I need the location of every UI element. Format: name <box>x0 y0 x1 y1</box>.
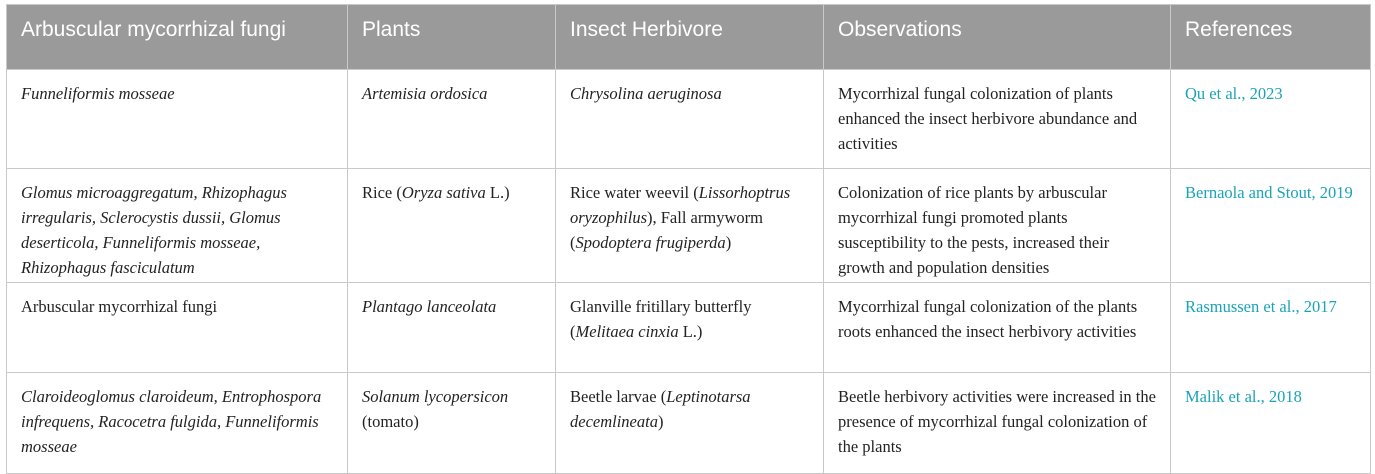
cell-fungi <box>7 169 348 283</box>
herbivore-name: Spodoptera frugiperda <box>575 233 726 252</box>
plant-name: Solanum lycopersicon <box>362 387 509 406</box>
mycorrhizal-herbivore-table <box>6 4 1371 474</box>
herbivore-text: ) <box>725 233 732 252</box>
cell-reference <box>1171 169 1371 283</box>
cell-reference <box>1171 373 1371 474</box>
fungi-name: Glomus microaggregatum, Rhizophagus irregularis, Sclerocystis dussii, Glomus deserticola, Funneliformis mosseae, Rhizophagus fasciculatum <box>21 183 287 277</box>
cell-fungi <box>7 70 348 169</box>
reference-link[interactable]: Rasmussen et al., 2017 <box>1185 297 1337 316</box>
cell-observation: Mycorrhizal fungal colonization of the plants roots enhanced the insect herbivory activities <box>824 283 1171 373</box>
header-fungi: Arbuscular mycorrhizal fungi <box>7 5 348 70</box>
herbivore-name: Melitaea cinxia <box>575 322 679 341</box>
table-row <box>7 70 1371 169</box>
plant-text: Rice ( <box>362 183 402 202</box>
cell-herbivore <box>556 283 824 373</box>
header-insect-herbivore: Insect Herbivore <box>556 5 824 70</box>
cell-fungi: Arbuscular mycorrhizal fungi <box>7 283 348 373</box>
reference-link[interactable]: Qu et al., 2023 <box>1185 84 1283 103</box>
cell-plant <box>348 70 556 169</box>
cell-plant <box>348 169 556 283</box>
herbivore-text: ) <box>657 412 664 431</box>
cell-observation: Mycorrhizal fungal colonization of plants enhanced the insect herbivore abundance and activities <box>824 70 1171 169</box>
header-plants: Plants <box>348 5 556 70</box>
plant-text: L.) <box>485 183 510 202</box>
table-row <box>7 169 1371 283</box>
fungi-name: Funneliformis mosseae <box>21 84 175 103</box>
plant-name: Artemisia ordosica <box>362 84 488 103</box>
cell-herbivore <box>556 70 824 169</box>
herbivore-text: L.) <box>678 322 703 341</box>
herbivore-text: Beetle larvae ( <box>570 387 667 406</box>
cell-plant <box>348 283 556 373</box>
reference-link[interactable]: Bernaola and Stout, 2019 <box>1185 183 1353 202</box>
cell-herbivore <box>556 373 824 474</box>
cell-observation: Beetle herbivory activities were increased in the presence of mycorrhizal fungal colonization of the plants <box>824 373 1171 474</box>
plant-name: Plantago lanceolata <box>362 297 497 316</box>
reference-link[interactable]: Malik et al., 2018 <box>1185 387 1302 406</box>
header-observations: Observations <box>824 5 1171 70</box>
cell-fungi <box>7 373 348 474</box>
cell-plant <box>348 373 556 474</box>
herbivore-text: Glanville fritillary butterfly ( <box>570 297 752 341</box>
cell-reference <box>1171 283 1371 373</box>
herbivore-name: Leptinotarsa decemlineata <box>570 387 751 431</box>
cell-observation: Colonization of rice plants by arbuscular mycorrhizal fungi promoted plants susceptibility to the pests, increased their growth and population densities <box>824 169 1171 283</box>
table-row <box>7 373 1371 474</box>
herbivore-name: Chrysolina aeruginosa <box>570 84 722 103</box>
herbivore-text: ), Fall armyworm ( <box>570 208 763 252</box>
cell-reference <box>1171 70 1371 169</box>
herbivore-name: Lissorhoptrus oryzophilus <box>570 183 791 227</box>
header-references: References <box>1171 5 1371 70</box>
plant-text: (tomato) <box>362 412 419 431</box>
table-row <box>7 283 1371 373</box>
header-row <box>7 5 1371 70</box>
plant-name: Oryza sativa <box>401 183 486 202</box>
fungi-name: Claroideoglomus claroideum, Entrophospora infrequens, Racocetra fulgida, Funneliformis mosseae <box>21 387 322 456</box>
herbivore-text: Rice water weevil ( <box>570 183 699 202</box>
cell-herbivore <box>556 169 824 283</box>
